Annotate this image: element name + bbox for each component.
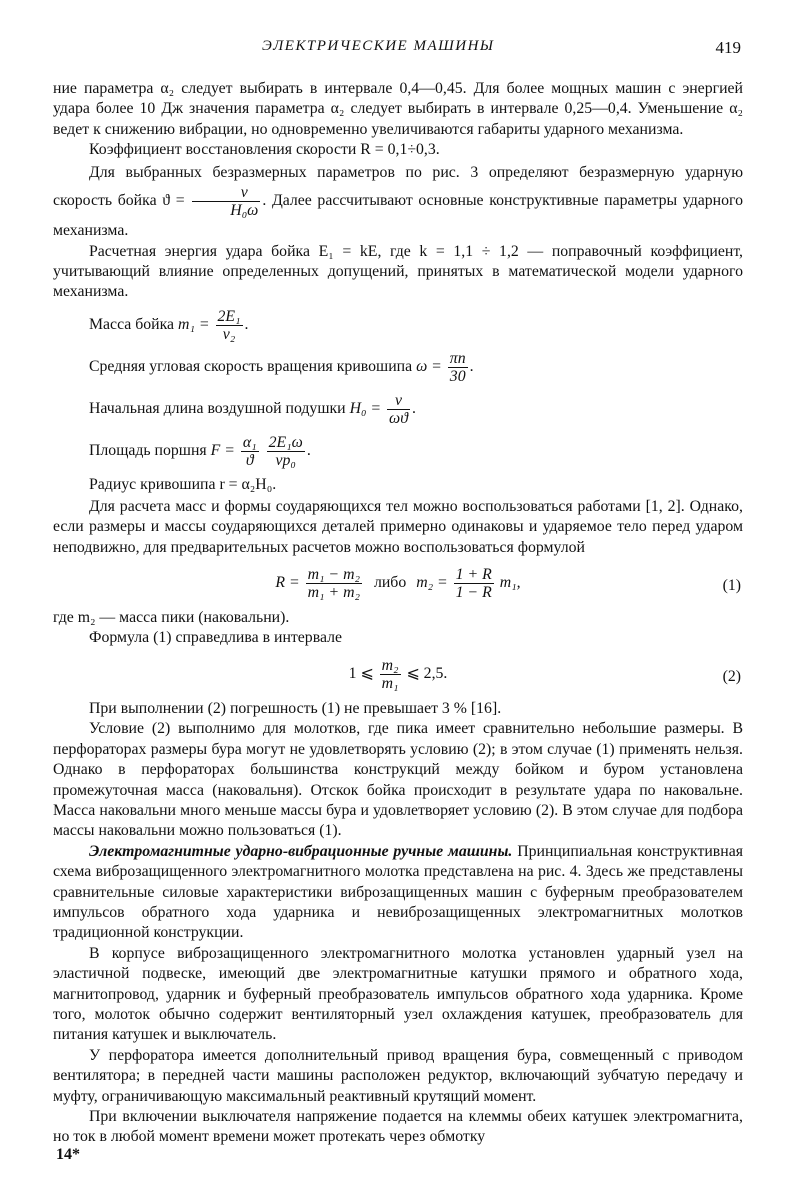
formula-crank-speed: Средняя угловая скорость вращения кривошипа ω = $\frac{\pi n}{30}$ . bbox=[89, 349, 474, 385]
page-body bbox=[53, 79, 743, 1148]
section-title: Электромагнитные ударно-вибрационные ручные машины. bbox=[89, 842, 513, 860]
paragraph-impact-energy: Расчетная энергия удара бойка E₁ = kE, где k = 1,1 ÷ 1,2 — поправочный коэффициент, учитывающий влияние определенных допущений, принятых в математической модели ударного механизма. bbox=[53, 242, 743, 301]
paragraph-error: При выполнении (2) погрешность (1) не превышает 3 % [16]. bbox=[89, 699, 502, 717]
equation-1: R = $\frac{\text{m₁ − m₂}}{\text{m₁ + m₂}}$ либо m₂ = $\frac{1 + R}{1 - R}$ m₁, (1) bbox=[275, 566, 741, 602]
page-number: 419 bbox=[715, 38, 741, 57]
formula-crank-radius: Радиус кривошипа r = α₂H₀. bbox=[89, 475, 277, 493]
running-title: ЭЛЕКТРИЧЕСКИЕ МАШИНЫ bbox=[262, 38, 495, 54]
paragraph-mass-calculation: Для расчета масс и формы соударяющихся тел можно воспользоваться работами [1, 2]. Однако, если размеры и массы соударяющихся деталей примерно одинаковы и ударяемое тело перед ударом неподвижно, для предварительных расчетов можно воспользоваться формулой bbox=[53, 497, 743, 556]
paragraph-impact-speed: Для выбранных безразмерных параметров по рис. 3 определяют безразмерную ударную скорость бойка ϑ = $\frac{v}{\text{H₀ω}}$ . Далее рассчитывают основные конструктивные параметры ударного механизма. bbox=[53, 163, 743, 239]
paragraph-restitution-coefficient: Коэффициент восстановления скорости R = 0,1÷0,3. bbox=[89, 141, 440, 159]
paragraph-condition: Условие (2) выполнимо для молотков, где пика имеет сравнительно небольшие размеры. В перфораторах размеры бура могут не удовлетворять условию (2); в этом случае (1) применять нельзя. Однако в перфораторах большинства конструкций между бойком и буром установлена промежуточная масса (наковальня). Отскок бойка происходит в результате удара по наковальне. Масса наковальни много меньше массы бура и удовлетворяет условию (2). В этом случае для подбора массы наковальни можно пользоваться (1). bbox=[53, 720, 743, 840]
paragraph-anvil-mass: где m₂ — масса пики (наковальни). bbox=[53, 609, 290, 627]
page-header bbox=[0, 38, 797, 60]
formula-striker-mass: Масса бойка m₁ = $\frac{\text{2E₁}}{\text{v₂}}$ . bbox=[89, 307, 249, 343]
paragraph-housing: В корпусе виброзащищенного электромагнитного молотка установлен ударный узел на эластичной подвеске, имеющий две электромагнитные катушки прямого и обратного хода, магнитопровод, ударник и буферный преобразователь импульсов обратного хода ударника. Кроме того, молоток обычно содержит вентиляторный узел охлаждения катушек, преобразователь для питания катушек и выключатель. bbox=[53, 944, 743, 1044]
fraction-theta: $\frac{v}{\text{H₀ω}}$ bbox=[192, 184, 260, 219]
paragraph-electromagnetic-machines: Электромагнитные ударно-вибрационные ручные машины. Принципиальная конструктивная схема виброзащищенного электромагнитного молотка представлена на рис. 4. Здесь же представлены сравнительные силовые характеристики виброзащищенных машин с буферным преобразователем импульсов обратного хода ударника и невиброзащищенных электромагнитных молотков традиционной конструкции. bbox=[53, 842, 743, 942]
paragraph-switch: При включении выключателя напряжение подается на клеммы обеих катушек электромагнита, но ток в любой момент времени может протекать через обмотку bbox=[53, 1108, 743, 1146]
paragraph-interval: Формула (1) справедлива в интервале bbox=[89, 629, 343, 647]
formula-piston-area: Площадь поршня F = $\frac{\text{α₁}}{ϑ}$ $\frac{\text{2E₁ω}}{\text{vp₀}}$ . bbox=[89, 433, 311, 469]
formula-air-cushion-length: Начальная длина воздушной подушки H₀ = $\frac{v}{\omega ϑ}$ . bbox=[89, 391, 416, 427]
equation-1-number: (1) bbox=[722, 577, 741, 595]
paragraph-perforator: У перфоратора имеется дополнительный привод вращения бура, совмещенный с приводом вентилятора; в передней части машины расположен редуктор, включающий зубчатую передачу и муфту, ограничивающую максимальный реактивный крутящий момент. bbox=[53, 1046, 743, 1105]
signature-mark: 14* bbox=[56, 1146, 80, 1163]
equation-2-number: (2) bbox=[722, 667, 741, 685]
equation-2: 1 ⩽ $\frac{\text{m₂}}{\text{m₁}}$ ⩽ 2,5. (2) bbox=[348, 656, 741, 692]
paragraph-alpha2-range: ние параметра α₂ следует выбирать в интервале 0,4—0,45. Для более мощных машин с энергией удара более 10 Дж значения параметра α₂ следует выбирать в интервале 0,25—0,4. Уменьшение α₂ ведет к снижению вибрации, но одновременно увеличиваются габариты ударного механизма. bbox=[53, 80, 743, 138]
